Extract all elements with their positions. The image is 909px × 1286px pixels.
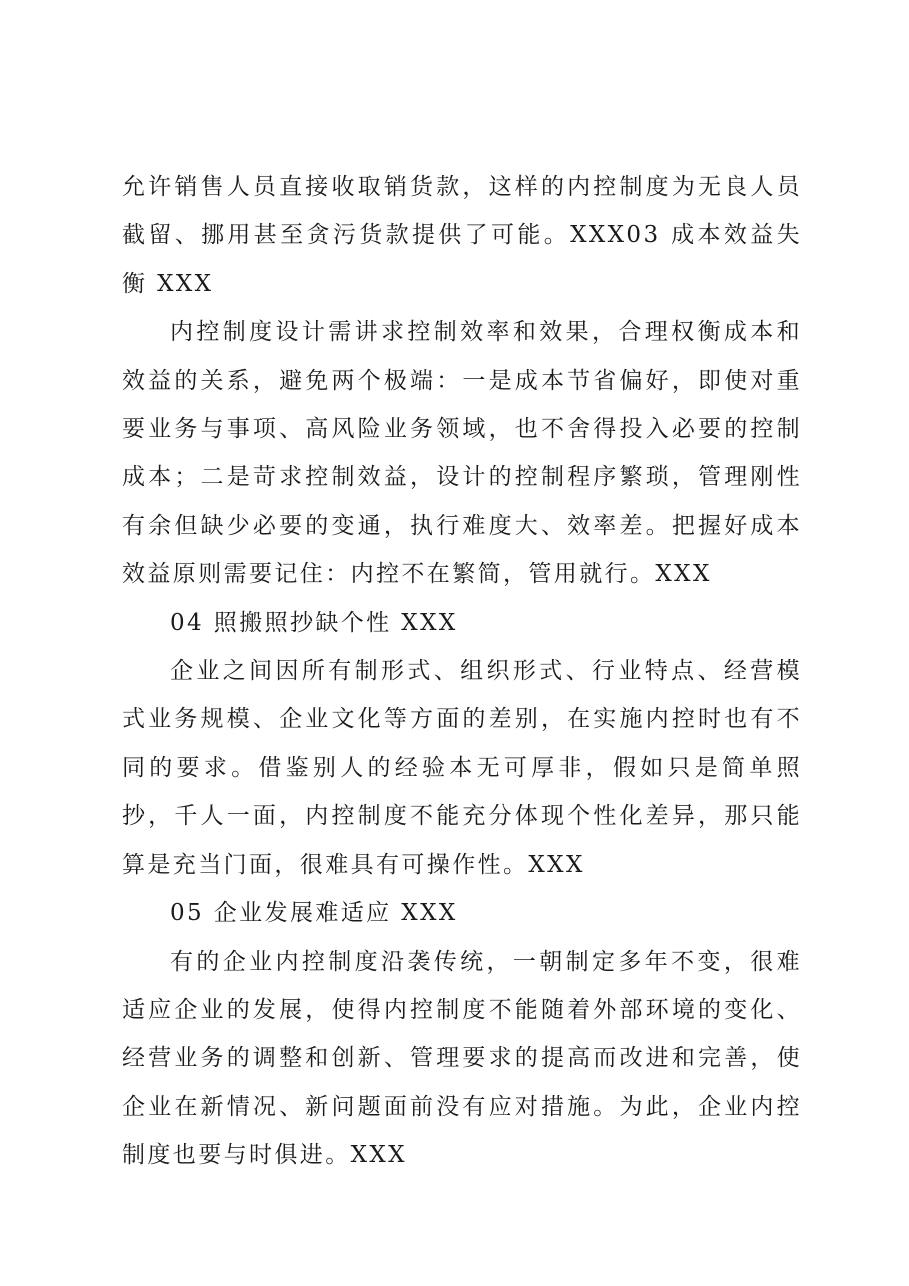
document-body [122, 163, 802, 1180]
paragraph-copying: 企业之间因所有制形式、组织形式、行业特点、经营模式业务规模、企业文化等方面的差别，在实施内控时也有不同的要求。借鉴别人的经验本无可厚非，假如只是简单照抄，千人一面，内控制度不能充分体现个性化差异，那只能算是充当门面，很难具有可操作性。XXX [122, 658, 802, 878]
section-heading-05: 05 企业发展难适应 XXX [170, 900, 458, 927]
section-heading-04: 04 照搬照抄缺个性 XXX [170, 609, 458, 636]
paragraph-cost-benefit: 内控制度设计需讲求控制效率和效果，合理权衡成本和效益的关系，避免两个极端：一是成本节省偏好，即使对重要业务与事项、高风险业务领域，也不舍得投入必要的控制成本；二是苛求控制效益，设计的控制程序繁琐，管理刚性有余但缺少必要的变通，执行难度大、效率差。把握好成本效益原则需要记住：内控不在繁简，管用就行。XXX [122, 319, 802, 588]
paragraph-continuation: 允许销售人员直接收取销货款，这样的内控制度为无良人员截留、挪用甚至贪污货款提供了可能。XXX03 成本效益失衡 XXX [122, 174, 802, 297]
paragraph-adaptation: 有的企业内控制度沿袭传统，一朝制定多年不变，很难适应企业的发展，使得内控制度不能随着外部环境的变化、经营业务的调整和创新、管理要求的提高而改进和完善，使企业在新情况、新问题面前没有应对措施。为此，企业内控制度也要与时俱进。XXX [122, 948, 802, 1169]
